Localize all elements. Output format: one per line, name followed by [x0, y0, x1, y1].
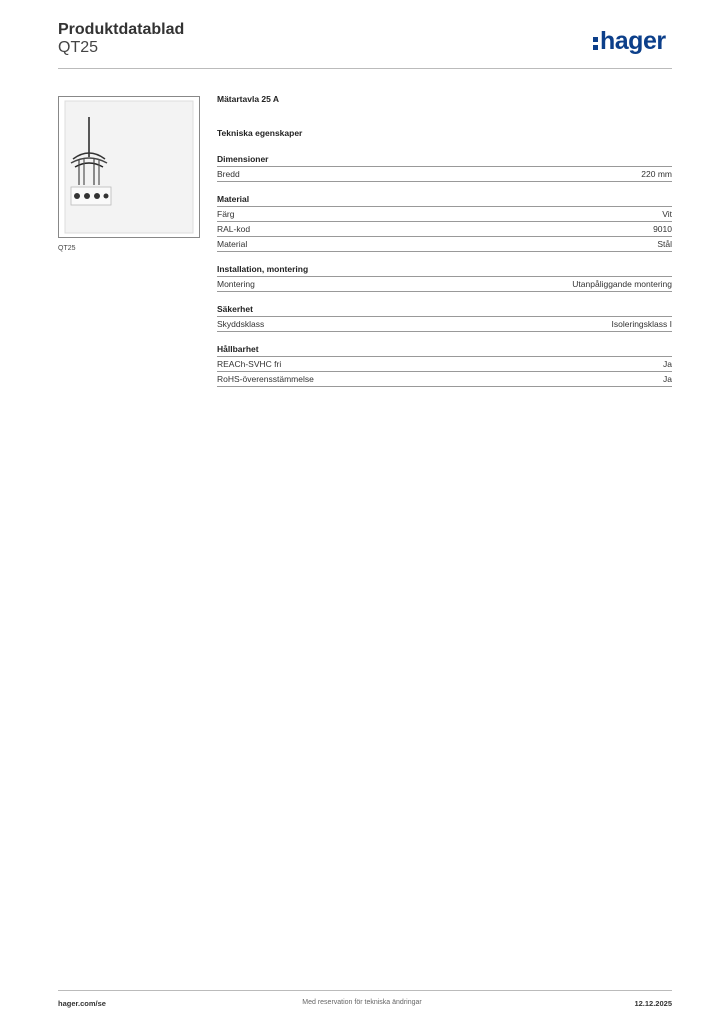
spec-value: Ja [663, 374, 672, 384]
spec-row [217, 277, 672, 292]
hager-logo[interactable] [593, 27, 666, 55]
spec-value: Ja [663, 359, 672, 369]
spec-group-heading: Säkerhet [217, 304, 672, 317]
spec-group-heading: Hållbarhet [217, 344, 672, 357]
spec-group-heading: Dimensioner [217, 154, 672, 167]
spec-group-heading: Installation, montering [217, 264, 672, 277]
spec-label: Material [217, 239, 248, 249]
spec-label: RAL-kod [217, 224, 251, 234]
spec-row [217, 357, 672, 372]
footer-disclaimer: Med reservation för tekniska ändringar [302, 999, 422, 1006]
spec-label: Färg [217, 209, 235, 219]
spec-row [217, 317, 672, 332]
spec-row [217, 167, 672, 182]
spec-label: Bredd [217, 169, 240, 179]
product-code: QT25 [58, 39, 99, 56]
logo-dots-icon [593, 31, 598, 51]
product-name: Mätartavla 25 A [217, 94, 280, 104]
spec-group-dimensions [217, 154, 672, 182]
spec-row [217, 372, 672, 387]
spec-group-material [217, 194, 672, 252]
product-image [58, 96, 200, 238]
footer-divider [58, 990, 672, 991]
product-image-caption: QT25 [58, 245, 76, 252]
spec-value: Isoleringsklass I [611, 319, 672, 329]
spec-group-sustainability [217, 344, 672, 387]
spec-value: 220 mm [641, 169, 672, 179]
spec-group-heading: Material [217, 194, 672, 207]
spec-label: REACh-SVHC fri [217, 359, 282, 369]
spec-row [217, 207, 672, 222]
footer-date: 12.12.2025 [634, 999, 672, 1008]
logo-text: hager [600, 26, 666, 55]
meter-board-illustration-icon [59, 97, 199, 237]
footer-website-link[interactable]: hager.com/se [58, 999, 106, 1008]
specs-column [217, 94, 672, 399]
page-title: Produktdatablad [58, 21, 185, 38]
spec-row [217, 222, 672, 237]
spec-label: RoHS-överensstämmelse [217, 374, 314, 384]
spec-label: Montering [217, 279, 255, 289]
spec-value: Utanpåliggande montering [572, 279, 672, 289]
spec-value: Vit [662, 209, 672, 219]
spec-label: Skyddsklass [217, 319, 265, 329]
spec-value: 9010 [653, 224, 672, 234]
spec-value: Stål [657, 239, 672, 249]
spec-group-installation [217, 264, 672, 292]
header-divider [58, 68, 672, 69]
spec-row [217, 237, 672, 252]
spec-group-safety [217, 304, 672, 332]
specs-heading: Tekniska egenskaper [217, 128, 303, 138]
